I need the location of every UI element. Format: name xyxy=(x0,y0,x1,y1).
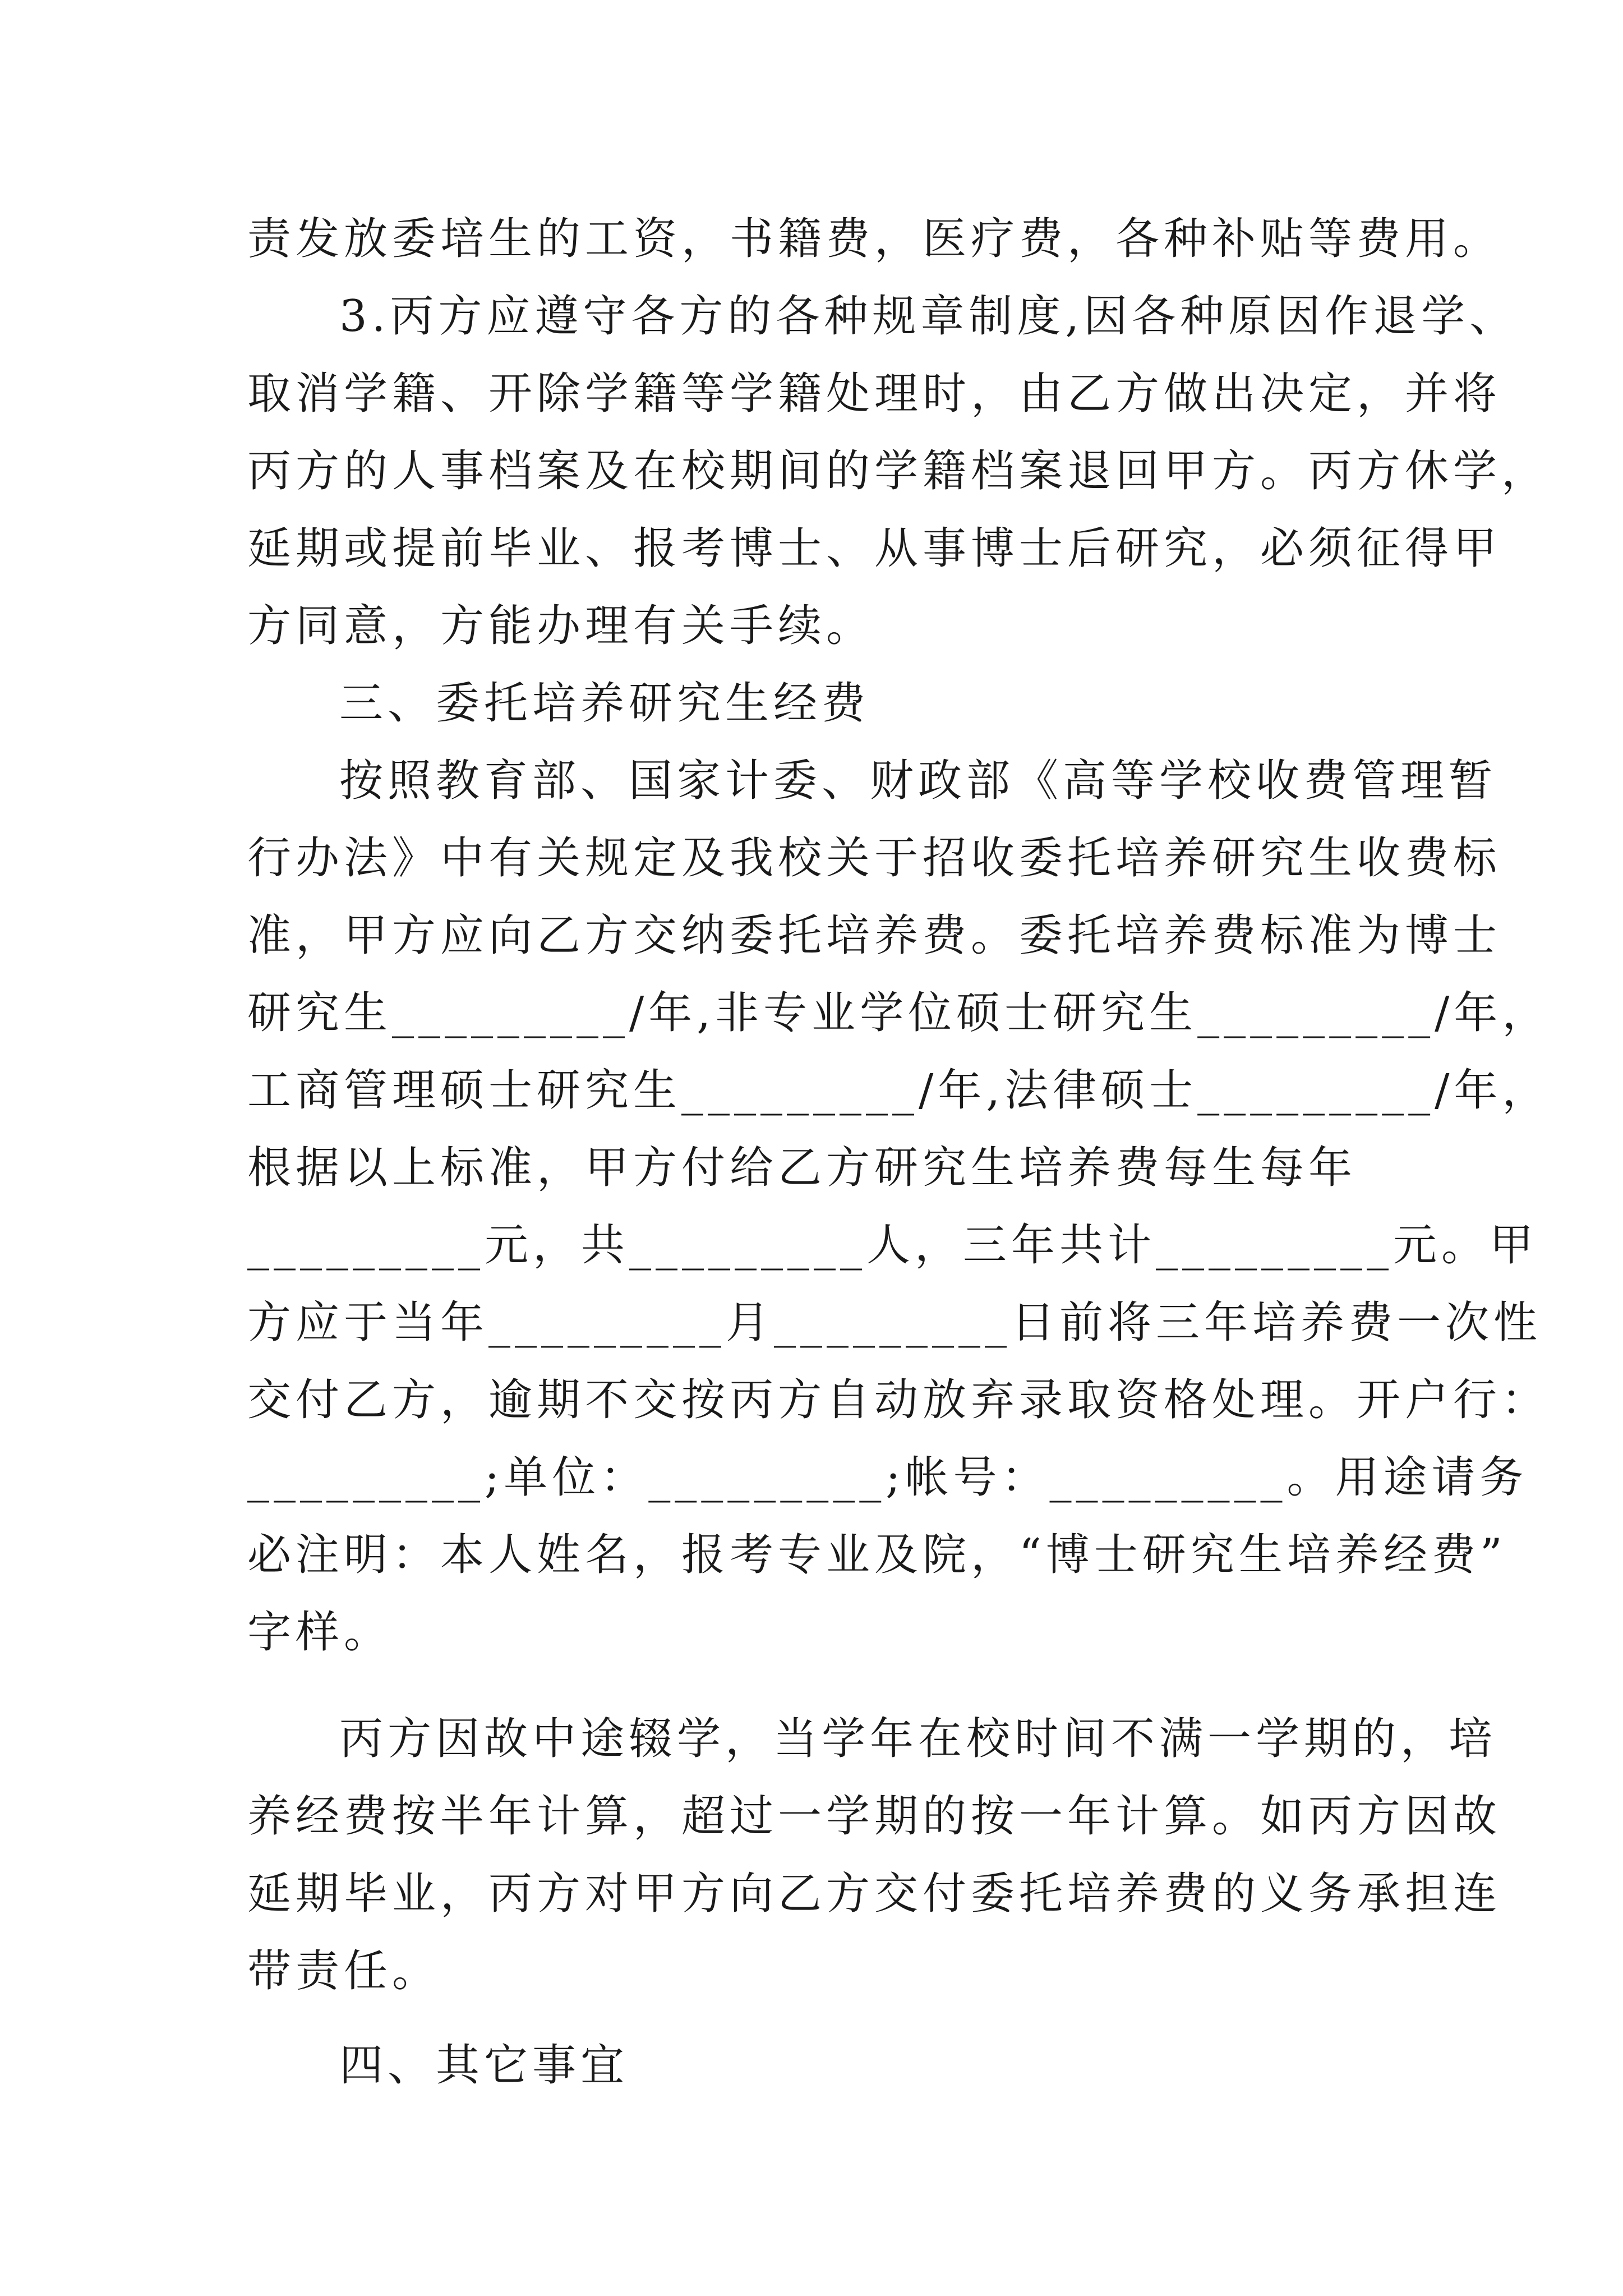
text-line: 丙方的人事档案及在校期间的学籍档案退回甲方。丙方休学， xyxy=(247,446,1550,496)
text-line: 字样。 xyxy=(247,1607,393,1658)
text-line: 取消学籍、开除学籍等学籍处理时，由乙方做出决定，并将 xyxy=(247,369,1502,419)
text-line: 责发放委培生的工资，书籍费，医疗费，各种补贴等费用。 xyxy=(247,214,1502,264)
fee-blank-line: 工商管理硕士研究生_________/年,法律硕士_________/年， xyxy=(247,1065,1551,1116)
clause-3-line: 3.丙方应遵守各方的各种规章制度,因各种原因作退学、 xyxy=(339,291,1518,342)
text-line: 必注明：本人姓名，报考专业及院，“博士研究生培养经费” xyxy=(247,1530,1507,1580)
text-line: 行办法》中有关规定及我校关于招收委托培养研究生收费标 xyxy=(247,833,1502,884)
fee-blank-line: _________元，共_________人，三年共计_________元。甲 xyxy=(247,1220,1538,1271)
section-heading-4: 四、其它事宜 xyxy=(339,2040,629,2091)
account-blank-line: _________;单位：_________;帐号：_________。用途请务 xyxy=(247,1452,1528,1503)
text-line: 交付乙方，逾期不交按丙方自动放弃录取资格处理。开户行： xyxy=(247,1375,1550,1425)
text-line: 带责任。 xyxy=(247,1946,441,1996)
fee-blank-line: 研究生_________/年,非专业学位硕士研究生_________/年， xyxy=(247,988,1551,1038)
text-line: 准，甲方应向乙方交纳委托培养费。委托培养费标准为博士 xyxy=(247,910,1502,961)
text-line: 延期毕业，丙方对甲方向乙方交付委托培养费的义务承担连 xyxy=(247,1869,1502,1919)
text-line: 丙方因故中途辍学，当学年在校时间不满一学期的，培 xyxy=(339,1714,1497,1764)
text-line: 方同意，方能办理有关手续。 xyxy=(247,601,875,651)
text-line: 养经费按半年计算，超过一学期的按一年计算。如丙方因故 xyxy=(247,1791,1502,1842)
text-line: 根据以上标准，甲方付给乙方研究生培养费每生每年 xyxy=(247,1143,1357,1193)
text-line: 按照教育部、国家计委、财政部《高等学校收费管理暂 xyxy=(339,756,1497,806)
text-line: 延期或提前毕业、报考博士、从事博士后研究，必须征得甲 xyxy=(247,523,1502,574)
date-blank-line: 方应于当年_________月_________日前将三年培养费一次性 xyxy=(247,1297,1542,1348)
section-heading-3: 三、委托培养研究生经费 xyxy=(339,678,870,729)
